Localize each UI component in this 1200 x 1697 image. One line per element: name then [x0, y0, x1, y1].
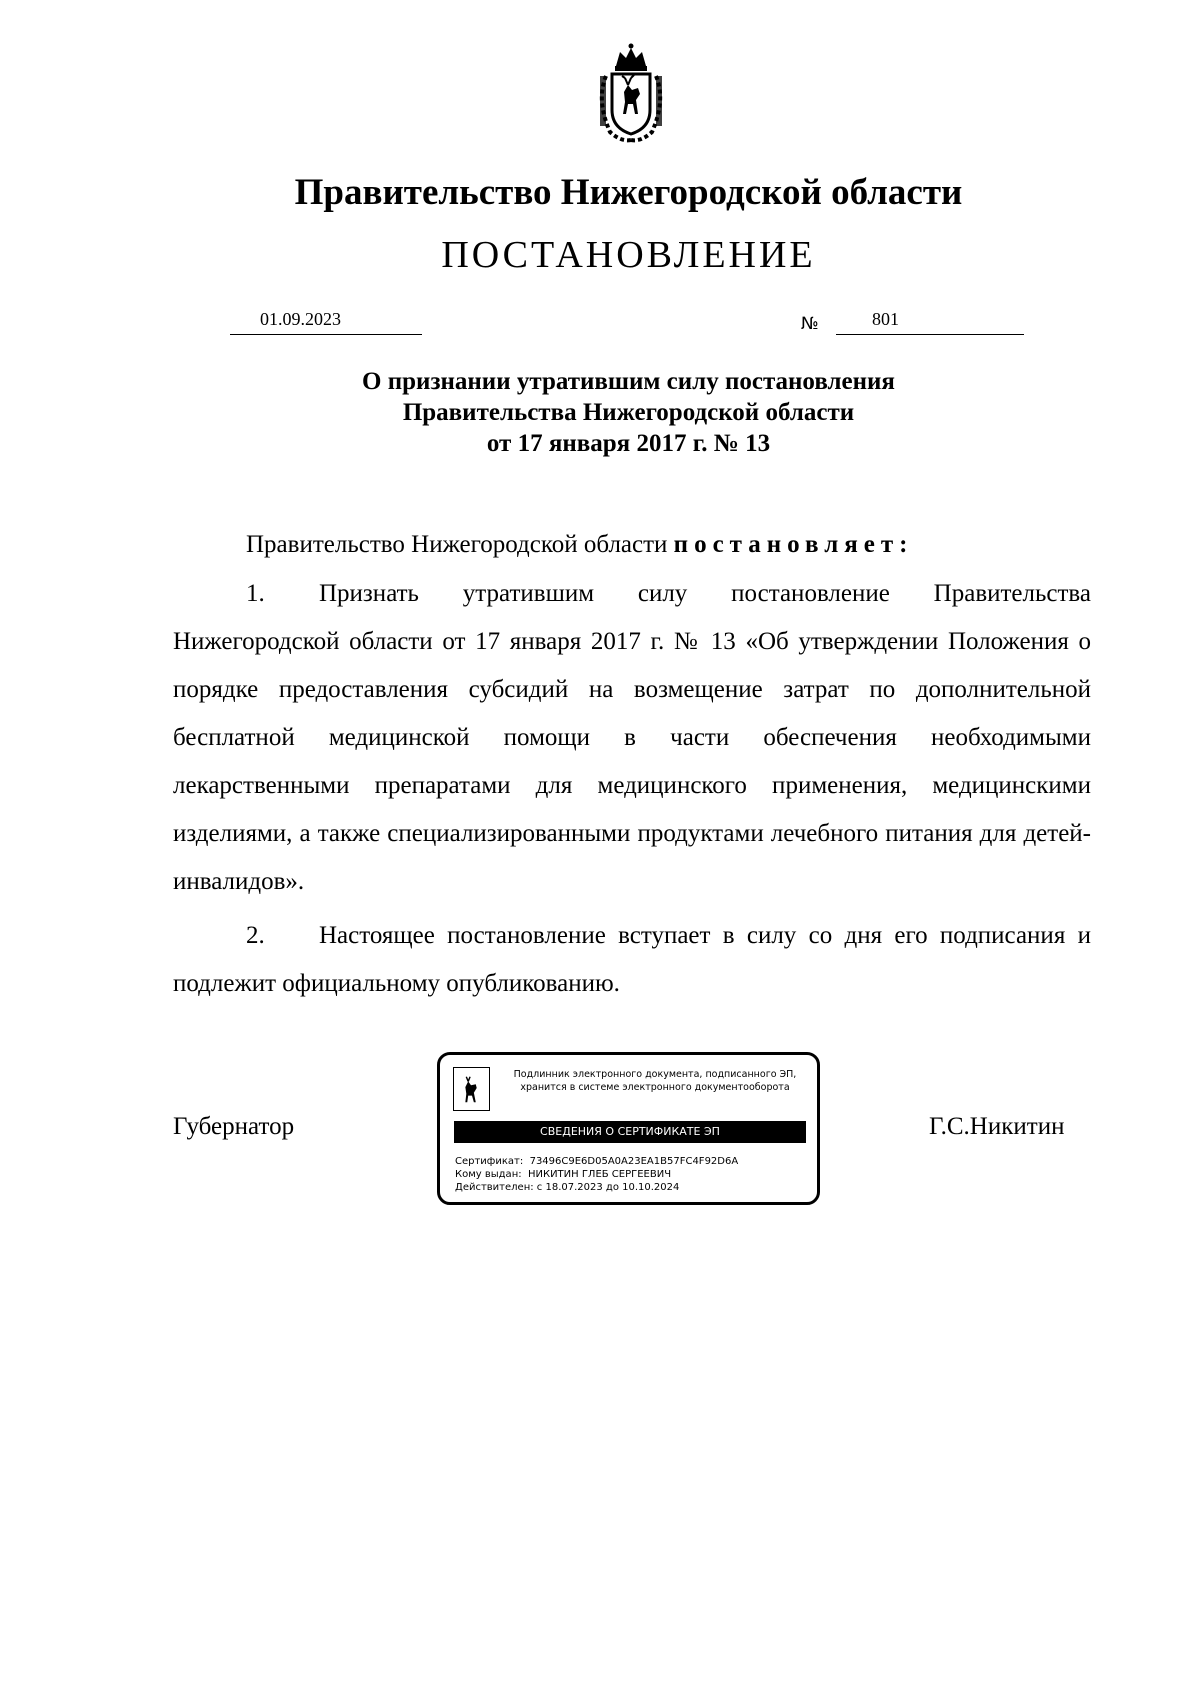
subject-line: от 17 января 2017 г. № 13 — [486, 430, 771, 457]
validity-label: Действителен: — [455, 1182, 534, 1193]
document-subject — [0, 366, 1200, 459]
owner-value: НИКИТИН ГЛЕБ СЕРГЕЕВИЧ — [527, 1169, 672, 1180]
paragraph-number: 2. — [246, 922, 265, 949]
paragraph-text: Признать утратившим силу постановление Правительства Нижегородской области от 17 января 2017 г. № 13 «Об утверждении Положения о порядке предоставления субсидий на возмещение затрат по дополнительной бесплатной медицинской помощи в части обеспечения необходимыми лекарственными препаратами для медицинского применения, медицинскими изделиями, а также специализированными продуктами лечебного питания для детей-инвалидов». — [173, 580, 1091, 895]
subject-line: Правительства Нижегородской области — [402, 399, 855, 426]
paragraph-number: 1. — [246, 580, 265, 607]
stamp-notice-line: хранится в системе электронного документооборота — [520, 1082, 790, 1093]
number-field — [836, 308, 1024, 335]
preamble-text: Правительство Нижегородской области — [246, 531, 674, 558]
preamble-resolves: постановляет: — [673, 531, 914, 558]
document-date: 01.09.2023 — [260, 309, 341, 329]
certificate-label: Сертификат: — [455, 1156, 524, 1167]
validity-value: с 18.07.2023 до 10.10.2024 — [536, 1182, 680, 1193]
certificate-header: СВЕДЕНИЯ О СЕРТИФИКАТЕ ЭП — [454, 1121, 806, 1143]
certificate-details — [455, 1155, 738, 1194]
signer-position: Губернатор — [173, 1113, 295, 1140]
date-field — [230, 308, 422, 335]
organization-title: Правительство Нижегородской области — [294, 172, 963, 213]
coat-of-arms-icon — [576, 40, 686, 150]
certificate-value: 73496C9E6D05A0A23EA1B57FC4F92D6A — [529, 1156, 739, 1167]
document-type: ПОСТАНОВЛЕНИЕ — [441, 234, 816, 276]
owner-row — [455, 1168, 738, 1181]
stamp-notice — [498, 1068, 812, 1094]
paragraph-2 — [173, 912, 1091, 1008]
owner-label: Кому выдан: — [455, 1169, 522, 1180]
stamp-notice-line: Подлинник электронного документа, подписанного ЭП, — [513, 1069, 797, 1080]
paragraph-text: Настоящее постановление вступает в силу со дня его подписания и подлежит официальному опубликованию. — [173, 922, 1091, 997]
deer-emblem-icon — [453, 1067, 490, 1111]
electronic-signature-stamp — [437, 1052, 820, 1205]
paragraph-1 — [173, 570, 1091, 906]
preamble — [246, 530, 1046, 560]
validity-row — [455, 1181, 738, 1194]
subject-line: О признании утратившим силу постановления — [362, 368, 895, 395]
document-number: 801 — [872, 309, 899, 329]
certificate-row — [455, 1155, 738, 1168]
number-sign: № — [801, 314, 819, 334]
signer-name: Г.С.Никитин — [929, 1113, 1065, 1140]
